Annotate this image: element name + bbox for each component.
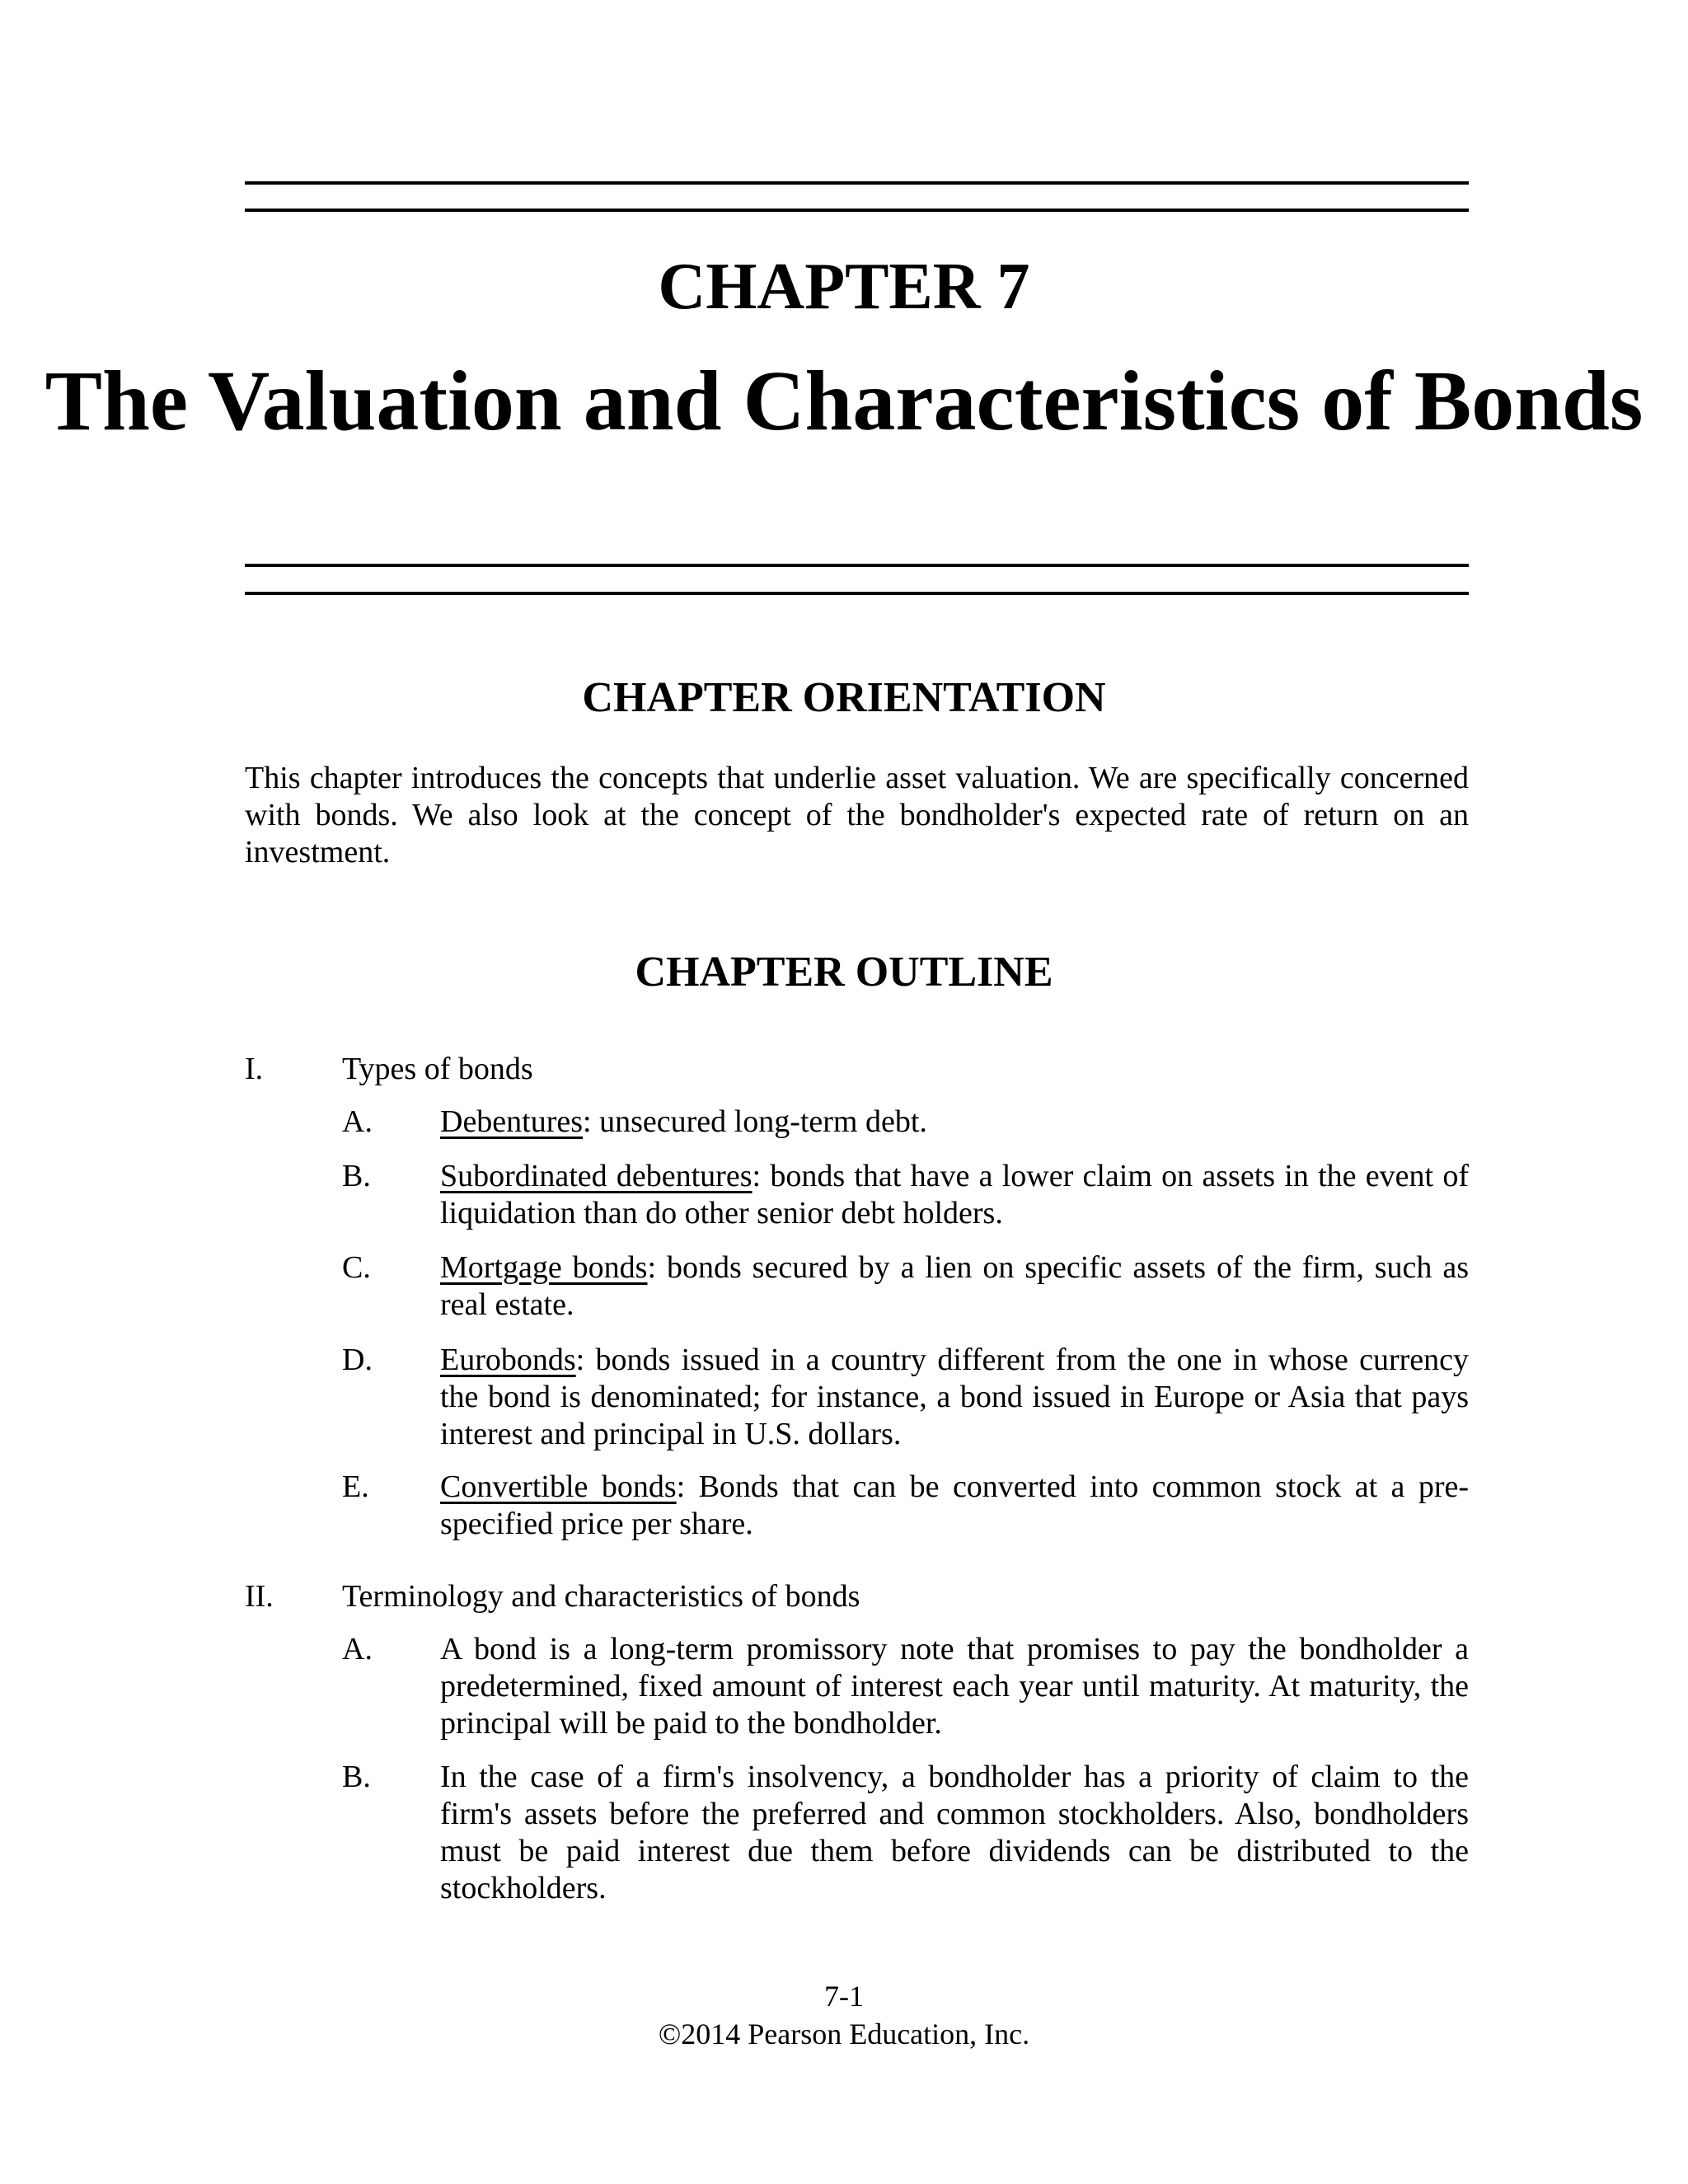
list-item	[440, 1104, 1469, 1141]
item-term: Convertible bonds	[440, 1469, 677, 1504]
chapter-title: The Valuation and Characteristics of Bonds	[45, 354, 1643, 448]
item-description: : bonds issued in a country different from the one in whose currency the bond is denominated; for instance, a bond issued in Europe or Asia that pays interest and principal in U.S. dollars.	[440, 1343, 1469, 1451]
item-label: B.	[342, 1760, 371, 1794]
list-item: In the case of a firm's insolvency, a bondholder has a priority of claim to the firm's assets before the preferred and common stockholders. Also, bondholders must be paid interest due them before dividends can be distributed to the stockholders.	[440, 1760, 1469, 1905]
top-rule-1	[245, 181, 1469, 185]
item-term: Debentures	[440, 1104, 584, 1139]
item-term: Mortgage bonds	[440, 1250, 648, 1285]
bottom-rule-1	[245, 564, 1469, 567]
list-item	[440, 1342, 1469, 1453]
list-item	[440, 1158, 1469, 1232]
orientation-heading: CHAPTER ORIENTATION	[582, 674, 1106, 721]
section-title: Types of bonds	[342, 1052, 533, 1086]
list-item: A bond is a long-term promissory note that promises to pay the bondholder a predetermined, fixed amount of interest each year until maturity. At maturity, the principal will be paid to the bondholder.	[440, 1632, 1469, 1741]
chapter-label: CHAPTER 7	[658, 251, 1030, 323]
bottom-rule-2	[245, 592, 1469, 595]
list-item	[440, 1249, 1469, 1324]
item-label: A.	[342, 1104, 373, 1139]
item-description: : bonds secured by a lien on specific assets of the firm, such as real estate.	[440, 1250, 1469, 1322]
item-description: : unsecured long-term debt.	[583, 1104, 927, 1139]
page-number: 7-1	[824, 1980, 864, 2013]
item-description: : Bonds that can be converted into common stock at a pre-specified price per share.	[440, 1469, 1469, 1541]
item-label: C.	[342, 1250, 371, 1285]
copyright-notice: ©2014 Pearson Education, Inc.	[658, 2018, 1030, 2050]
section-label: II.	[245, 1579, 274, 1614]
section-title: Terminology and characteristics of bonds	[342, 1579, 860, 1614]
item-label: E.	[342, 1469, 369, 1504]
outline-heading: CHAPTER OUTLINE	[635, 949, 1053, 996]
item-term: Subordinated debentures	[440, 1159, 753, 1193]
item-description: : bonds that have a lower claim on assets in the event of liquidation than do other senior debt holders.	[440, 1159, 1470, 1230]
item-label: B.	[342, 1159, 371, 1193]
item-label: A.	[342, 1632, 373, 1666]
orientation-paragraph: This chapter introduces the concepts that underlie asset valuation. We are specifically concerned with bonds. We also look at the concept of the bondholder's expected rate of return on an investment.	[245, 761, 1469, 869]
section-label: I.	[245, 1052, 264, 1086]
item-term: Eurobonds	[440, 1343, 576, 1377]
list-item	[440, 1469, 1469, 1543]
item-label: D.	[342, 1343, 373, 1377]
top-rule-2	[245, 209, 1469, 212]
